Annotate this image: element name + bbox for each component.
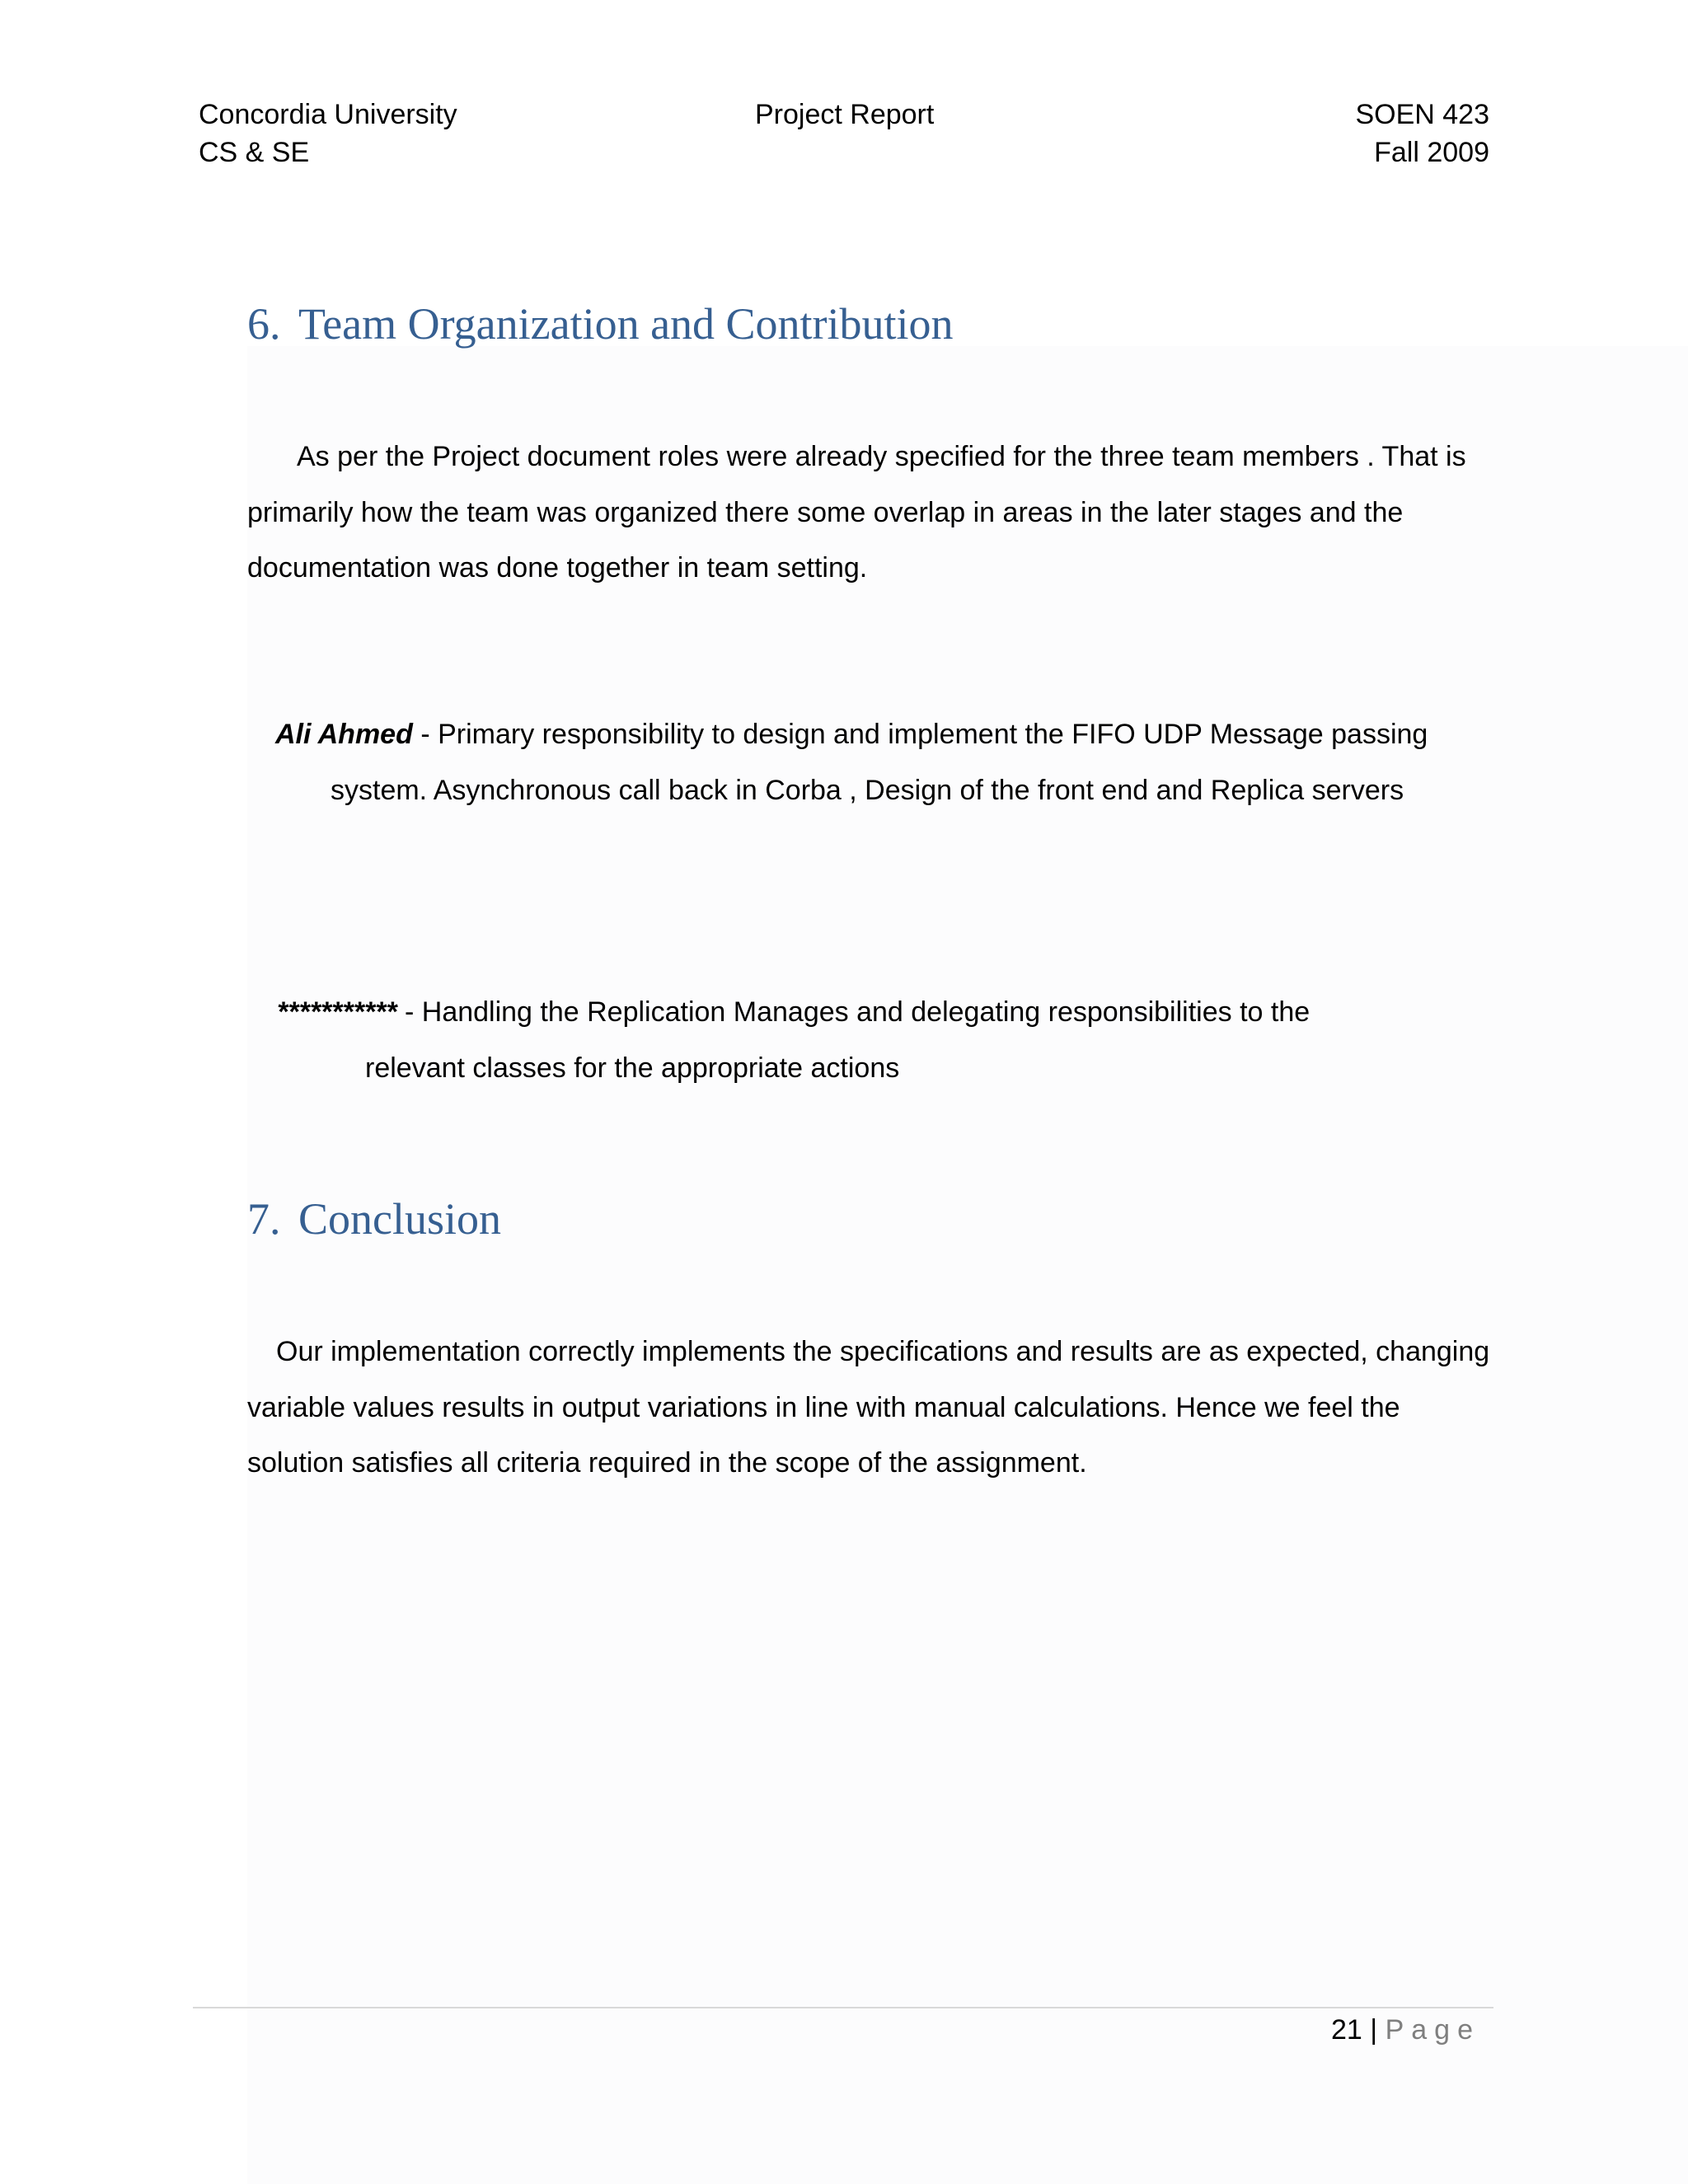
header-course: SOEN 423 bbox=[1355, 99, 1489, 130]
paragraph-line: documentation was done together in team setting. bbox=[247, 552, 868, 583]
member-name: Ali Ahmed bbox=[275, 719, 413, 750]
section-6-paragraph bbox=[247, 429, 1500, 597]
member-line-1 bbox=[277, 985, 1310, 1041]
page-footer bbox=[1331, 2011, 1480, 2049]
header-university: Concordia University bbox=[199, 99, 457, 130]
header-department: CS & SE bbox=[199, 137, 310, 168]
paragraph-line: Our implementation correctly implements the specifications and results are as expected, changing bbox=[276, 1336, 1490, 1367]
page-background bbox=[247, 346, 1688, 2184]
header-left bbox=[199, 96, 457, 171]
section-6-number: 6. bbox=[247, 299, 281, 349]
section-6-heading bbox=[247, 295, 954, 353]
header-document-title: Project Report bbox=[755, 99, 935, 130]
member-entry bbox=[277, 985, 1310, 1096]
section-7-heading bbox=[247, 1190, 501, 1248]
paragraph-line: variable values results in output variations in line with manual calculations. Hence we feel the bbox=[247, 1391, 1400, 1423]
page-separator: | bbox=[1370, 2014, 1378, 2046]
member-role-line-2: relevant classes for the appropriate actions bbox=[365, 1052, 900, 1084]
paragraph-line: solution satisfies all criteria required in the scope of the assignment. bbox=[247, 1447, 1087, 1479]
page-label: Page bbox=[1385, 2014, 1480, 2046]
page-number: 21 bbox=[1331, 2014, 1362, 2046]
header-term: Fall 2009 bbox=[1374, 137, 1489, 168]
paragraph-line: As per the Project document roles were already specified for the three team members . That is bbox=[297, 441, 1466, 472]
member-role-line-2: system. Asynchronous call back in Corba , Design of the front end and Replica servers bbox=[331, 774, 1404, 806]
member-role-line-1: - Primary responsibility to design and implement the FIFO UDP Message passing bbox=[412, 719, 1428, 750]
paragraph-line: primarily how the team was organized there some overlap in areas in the later stages and the bbox=[247, 496, 1404, 528]
section-6-title: Team Organization and Contribution bbox=[298, 299, 954, 349]
member-role-line-1: - Handling the Replication Manages and delegating responsibilities to the bbox=[396, 996, 1311, 1028]
member-entry bbox=[275, 707, 1428, 818]
section-7-title: Conclusion bbox=[298, 1194, 502, 1244]
member-line-1 bbox=[275, 707, 1428, 763]
footer-divider bbox=[193, 2007, 1493, 2008]
header-right bbox=[1355, 96, 1489, 171]
section-7-number: 7. bbox=[247, 1194, 281, 1244]
member-name: *********** bbox=[277, 996, 397, 1028]
section-7-paragraph bbox=[247, 1324, 1500, 1492]
header-center bbox=[755, 96, 934, 134]
